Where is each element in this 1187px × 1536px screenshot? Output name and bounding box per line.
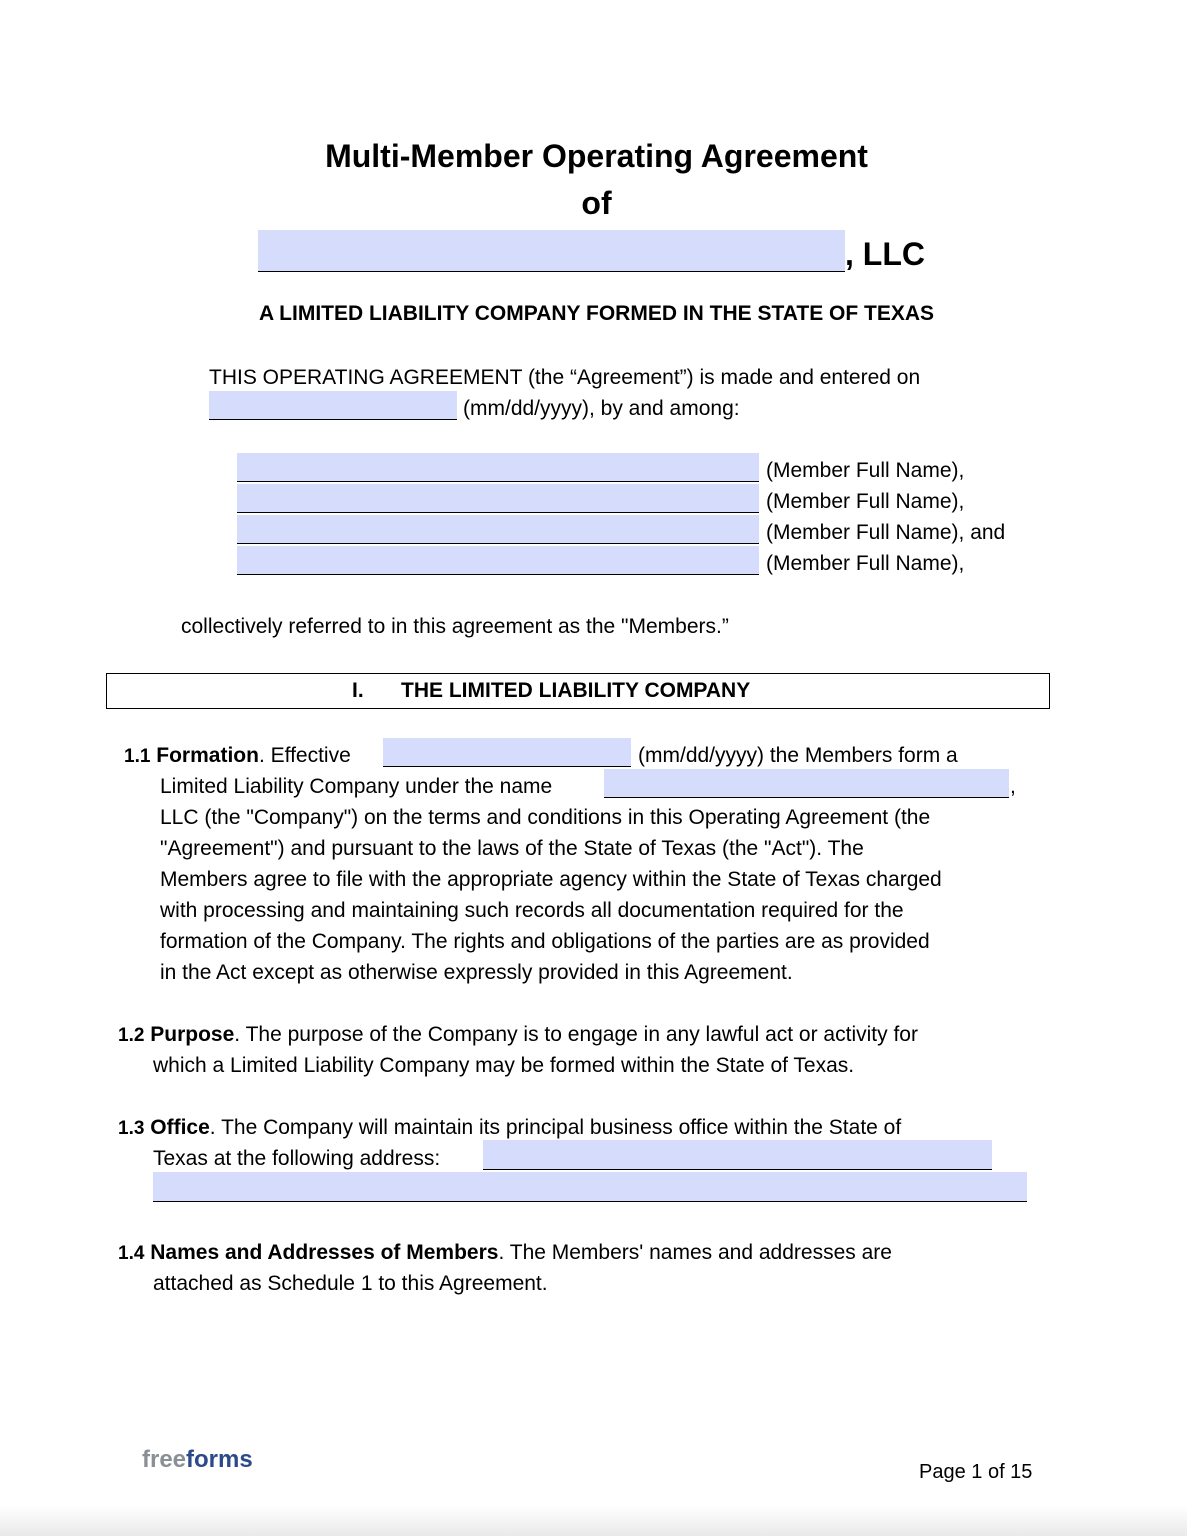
intro-line: THIS OPERATING AGREEMENT (the “Agreement”) is made and entered on bbox=[209, 366, 921, 389]
member-label-4: (Member Full Name), bbox=[766, 552, 965, 575]
section-header bbox=[106, 673, 1050, 709]
member-label-2: (Member Full Name), bbox=[766, 490, 965, 513]
clause-line: formation of the Company. The rights and obligations of the parties are as provided bbox=[160, 930, 930, 953]
clause-text: . The purpose of the Company is to engage in any lawful act or activity for bbox=[234, 1023, 918, 1046]
clause-text: , bbox=[1010, 775, 1016, 798]
clause-line: "Agreement") and pursuant to the laws of the State of Texas (the "Act"). The bbox=[160, 837, 864, 860]
member-label-1: (Member Full Name), bbox=[766, 459, 965, 482]
clause-text: . Effective bbox=[258, 744, 351, 767]
company-name-field[interactable] bbox=[258, 230, 845, 272]
clause-1-1-body bbox=[160, 802, 942, 988]
section-title: THE LIMITED LIABILITY COMPANY bbox=[401, 679, 751, 702]
formation-date-field[interactable] bbox=[383, 738, 631, 767]
document-subtitle: A LIMITED LIABILITY COMPANY FORMED IN THE STATE OF TEXAS bbox=[258, 302, 935, 325]
clause-1-4 bbox=[118, 1237, 892, 1299]
clause-text: . The Members' names and addresses are bbox=[498, 1241, 892, 1264]
logo-free-text: free bbox=[142, 1446, 187, 1473]
page-bottom-shadow bbox=[0, 1506, 1187, 1536]
clause-number: 1.1 bbox=[124, 746, 151, 767]
clause-number: 1.3 bbox=[118, 1118, 145, 1139]
clause-number: 1.4 bbox=[118, 1243, 145, 1264]
clause-heading: Formation bbox=[156, 744, 259, 767]
clause-line: Texas at the following address: bbox=[153, 1147, 441, 1170]
clause-line: which a Limited Liability Company may be formed within the State of Texas. bbox=[153, 1054, 855, 1077]
clause-heading: Names and Addresses of Members bbox=[150, 1241, 499, 1264]
section-number: I. bbox=[352, 679, 364, 702]
freeforms-logo bbox=[142, 1446, 253, 1474]
llc-suffix: , LLC bbox=[845, 236, 925, 272]
office-address-field-1[interactable] bbox=[483, 1140, 992, 1170]
agreement-date-field[interactable] bbox=[209, 391, 457, 420]
document-title-of: of bbox=[581, 185, 612, 221]
member-name-field-4[interactable] bbox=[237, 546, 759, 575]
member-label-3: (Member Full Name), and bbox=[766, 521, 1006, 544]
formation-date-hint: (mm/dd/yyyy) the Members form a bbox=[638, 744, 958, 767]
clause-line: LLC (the "Company") on the terms and conditions in this Operating Agreement (the bbox=[160, 806, 931, 829]
clause-line: attached as Schedule 1 to this Agreement. bbox=[153, 1272, 548, 1295]
page-number: Page 1 of 15 bbox=[919, 1461, 1033, 1483]
clause-line: with processing and maintaining such records all documentation required for the bbox=[160, 899, 904, 922]
clause-heading: Purpose bbox=[150, 1023, 235, 1046]
clause-heading: Office bbox=[150, 1116, 210, 1139]
clause-1-1 bbox=[124, 740, 351, 771]
clause-text: . The Company will maintain its principal business office within the State of bbox=[209, 1116, 902, 1139]
clause-1-2 bbox=[118, 1019, 918, 1081]
company-name-field-2[interactable] bbox=[604, 769, 1009, 798]
intro-date-hint: (mm/dd/yyyy), by and among: bbox=[463, 397, 740, 420]
clause-number: 1.2 bbox=[118, 1025, 145, 1046]
clause-line: Members agree to file with the appropriate agency within the State of Texas charged bbox=[160, 868, 942, 891]
member-name-field-2[interactable] bbox=[237, 484, 759, 513]
collective-line: collectively referred to in this agreement as the "Members.” bbox=[181, 615, 729, 638]
member-name-field-1[interactable] bbox=[237, 453, 759, 482]
logo-forms-text: forms bbox=[186, 1446, 253, 1473]
office-address-field-2[interactable] bbox=[153, 1172, 1027, 1202]
member-name-field-3[interactable] bbox=[237, 515, 759, 544]
clause-text: Limited Liability Company under the name bbox=[160, 775, 553, 798]
document-title: Multi-Member Operating Agreement bbox=[325, 138, 868, 174]
clause-line: in the Act except as otherwise expressly provided in this Agreement. bbox=[160, 961, 793, 984]
